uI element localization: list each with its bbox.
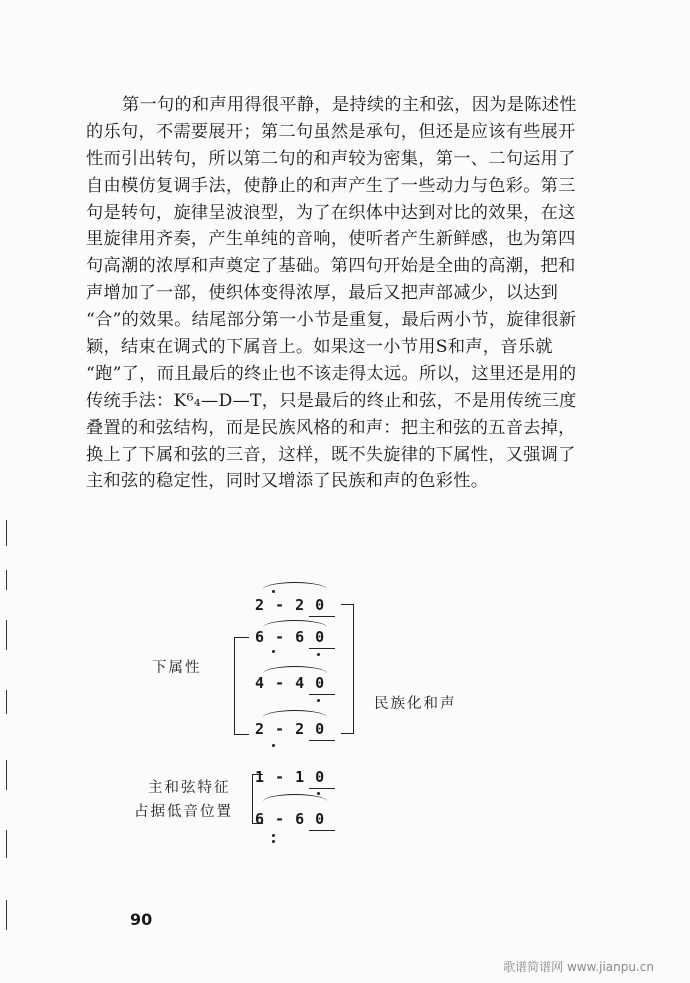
paragraph-line: “跑”了，而且最后的终止也不该走得太远。所以，这里还是用的 — [86, 363, 577, 384]
paragraph-line: “合”的效果。结尾部分第一小节是重复，最后两小节，旋律很新 — [86, 310, 577, 331]
octave-dot — [317, 699, 320, 702]
subdominant-label: 下属性 — [152, 660, 202, 676]
scan-edge-mark — [6, 760, 7, 790]
paragraph-line: 主和弦的稳定性，同时又增添了民族和声的色彩性。 — [86, 471, 489, 492]
paragraph-line: 颖，结束在调式的下属音上。如果这一小节用S和声，音乐就 — [86, 337, 553, 358]
octave-dot — [317, 653, 320, 656]
notation-row: 6 - 6 0 — [255, 810, 326, 828]
octave-dot — [272, 840, 275, 843]
beam-line — [309, 740, 335, 741]
scan-edge-mark — [6, 900, 7, 930]
notation-row: 1 - 1 0 — [255, 768, 326, 786]
paragraph-line: 句高潮的浓厚和声奠定了基础。第四句开始是全曲的高潮，把和 — [86, 256, 576, 277]
beam-line — [309, 788, 335, 789]
paragraph-line: 的乐句，不需要展开；第二句虽然是承句，但还是应该有些展开 — [86, 121, 576, 142]
paragraph-line: 里旋律用齐奏，产生单纯的音响，使听者产生新鲜感，也为第四 — [86, 229, 576, 250]
bass-position-label: 占据低音位置 — [134, 804, 233, 820]
nationalized-harmony-label: 民族化和声 — [374, 696, 457, 712]
paragraph-line: 句是转句，旋律呈波浪型，为了在织体中达到对比的效果，在这 — [86, 202, 576, 223]
scan-edge-mark — [6, 570, 7, 590]
site-watermark: 歌谱简谱网 www.jianpu.cn — [503, 960, 654, 974]
page-number: 90 — [130, 910, 153, 929]
subdominant-bracket — [234, 637, 249, 735]
notation-row: 2 - 2 0 — [255, 596, 326, 614]
scan-edge-mark — [6, 690, 7, 714]
octave-dot — [272, 650, 275, 653]
paragraph-line: 传统手法：K⁶₄—D—T，只是最后的终止和弦，不是用传统三度 — [86, 390, 577, 411]
tonic-feature-label: 主和弦特征 — [148, 780, 231, 796]
scan-edge-mark — [6, 520, 7, 546]
beam-line — [309, 830, 335, 831]
paragraph-line: 性而引出转句，所以第二句的和声较为密集，第一、二句运用了 — [86, 148, 576, 169]
beam-line — [309, 648, 335, 649]
paragraph-line: 声增加了一部，使织体变得浓厚，最后又把声部减少，以达到 — [86, 283, 559, 304]
notation-row: 2 - 2 0 — [255, 720, 326, 738]
scan-edge-mark — [6, 620, 7, 650]
notation-row: 6 - 6 0 — [255, 628, 326, 646]
octave-dot — [317, 792, 320, 795]
tonic-bracket — [252, 774, 263, 824]
scan-edge-mark — [6, 830, 7, 858]
beam-line — [309, 694, 335, 695]
slur — [263, 794, 327, 809]
paragraph-line: 换上了下属和弦的三音，这样，既不失旋律的下属性，又强调了 — [86, 444, 576, 465]
paragraph-line: 叠置的和弦结构，而是民族风格的和声：把主和弦的五音去掉， — [86, 417, 576, 438]
nationalized-bracket — [341, 604, 354, 734]
paragraph-line: 第一句的和声用得很平静，是持续的主和弦，因为是陈述性 — [122, 95, 577, 115]
body-paragraph — [86, 92, 646, 495]
octave-dot — [272, 744, 275, 747]
octave-dot — [272, 834, 275, 837]
octave-dot — [272, 590, 275, 593]
notation-row: 4 - 4 0 — [255, 674, 326, 692]
beam-line — [309, 616, 335, 617]
paragraph-line: 自由模仿复调手法，使静止的和声产生了一些动力与色彩。第三 — [86, 175, 576, 196]
